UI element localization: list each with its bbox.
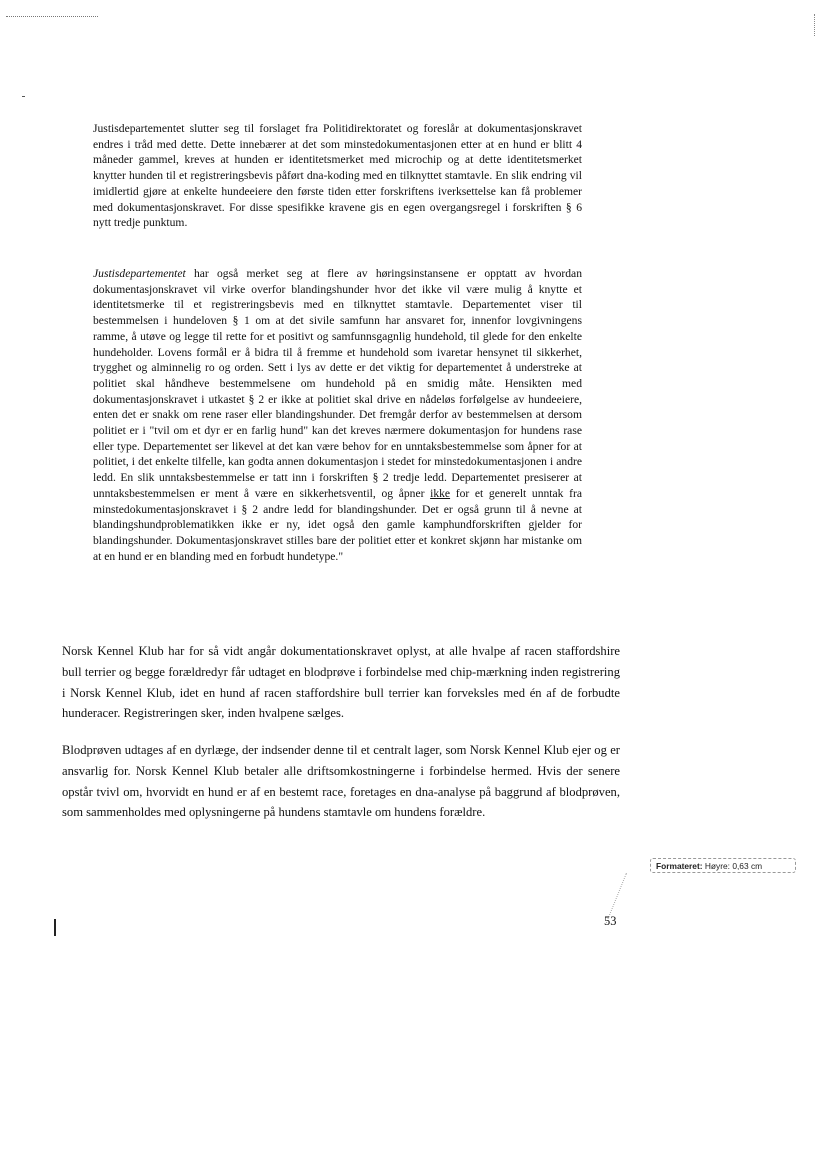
- page-number: 53: [604, 914, 617, 928]
- quote-underlined-word: ikke: [430, 486, 451, 500]
- header-dotted-line: [6, 16, 98, 17]
- body-paragraph-1: Norsk Kennel Klub har for så vidt angår dokumentationskravet oplyst, at alle hvalpe af racen staffordshire bull terrier og begge forældredyr får udtaget en blodprøve i forbindelse med chip-mærkning inden registrering i Norsk Kennel Klub, idet en hund af racen staffordshire bull terrier kan forveksles med én af de forbudte hunderacer. Registreringen sker, inden hvalpene sælges.: [62, 644, 620, 721]
- body-paragraph-2: Blodprøven udtages af en dyrlæge, der indsender denne til et centralt lager, som Norsk Kennel Klub ejer og er ansvarlig for. Norsk Kennel Klub betaler alle driftsomkostningerne i forbindelse hermed. Hvis der senere opstår tvivl om, hvorvidt en hund er af en bestemt race, foretages en dna-analyse på baggrund af blodprøven, som sammenholdes med oplysningerne på hundens stamtavle om hundens forældre.: [62, 743, 620, 820]
- quoted-paragraph-1: Justisdepartementet slutter seg til forslaget fra Politidirektoratet og foreslår at dokumentasjonskravet endres i tråd med dette. Dette innebærer at det som minstedokumentasjonen etter at en hund er blitt 4 måneder gammel, kreves at hunden er identitetsmerket med microchip og at dette identitetsmerket knytter hunden til et registreringsbevis påført dna-koding med en tilknyttet stamtavle. En slik endring vil imidlertid gjøre at enkelte hundeeiere den første tiden etter forskriftens iverksettelse kan få problemer med dokumentasjonskravet. For disse spesifikke kravene gis en egen overgangsregel i forskriften § 6 nytt tredje punktum.: [93, 122, 582, 230]
- margin-marker: [814, 14, 815, 36]
- quote-text-part-a: har også merket seg at flere av høringsinstansene er opptatt av hvordan dokumentasjonskravet vil virke overfor blandingshunder hvor det ikke vil være mulig å knytte et identitetsmerke til et registreringsbevis med en tilknyttet stamtavle. Departementet viser til bestemmelsen i hundeloven § 1 om at det sivile samfunn har ansvaret for, innenfor lovgivningens ramme, å utøve og legge til rette for et positivt og samfunnsgagnlig hundehold, til glede for den enkelte hundeholder. Lovens formål er å bidra til å fremme et hundehold som ivaretar hensynet til sikkerhet, trygghet og alminnelig ro og orden. Sett i lys av dette er det viktig for departementet å understreke at politiet skal håndheve bestemmelsene om hundehold på en smidig måte. Hensikten med dokumentasjonskravet i utkastet § 2 er ikke at politiet skal drive en nådeløs forfølgelse av hundeeiere, enten det er snakk om rene raser eller blandingshunder. Det fremgår derfor av bestemmelsen at dersom politiet er i "tvil om et dyr er en farlig hund" kan det kreves nærmere dokumentasjon for hundens rase eller type. Departementet ser likevel at det kan være behov for en unntaksbestemmelse som åpner for at politiet, i det enkelte tilfelle, kan godta annen dokumentasjon i stedet for minstedokumentasjonen i andre ledd. En slik unntaksbestemmelse er tatt inn i forskriften § 2 tredje ledd. Departementet presiserer at unntaksbestemmelsen er ment å være en sikkerhetsventil, og åpner: [93, 267, 582, 500]
- scan-mark: [22, 96, 25, 97]
- format-comment-detail: Høyre: 0,63 cm: [702, 861, 763, 871]
- format-comment-label: Formateret:: [656, 861, 703, 871]
- quote-lead-term: Justisdepartementet: [93, 267, 186, 280]
- change-bar: [54, 919, 56, 936]
- format-comment-balloon[interactable]: [650, 858, 796, 873]
- quote-text-part-b: for et generelt unntak fra minstedokumentasjonskravet i § 2 andre ledd for blandingshunder. Det er også grunn til å nevne at blandingshundproblematikken ikke er ny, idet også den gamle kamphundforskriften gjelder for blandingshunder. Dokumentasjonskravet stilles bare der politiet etter et konkret skjønn har mistanke om at en hund er en blanding med en forbudt hundetype.": [93, 486, 582, 563]
- quoted-paragraph-2: [93, 266, 582, 564]
